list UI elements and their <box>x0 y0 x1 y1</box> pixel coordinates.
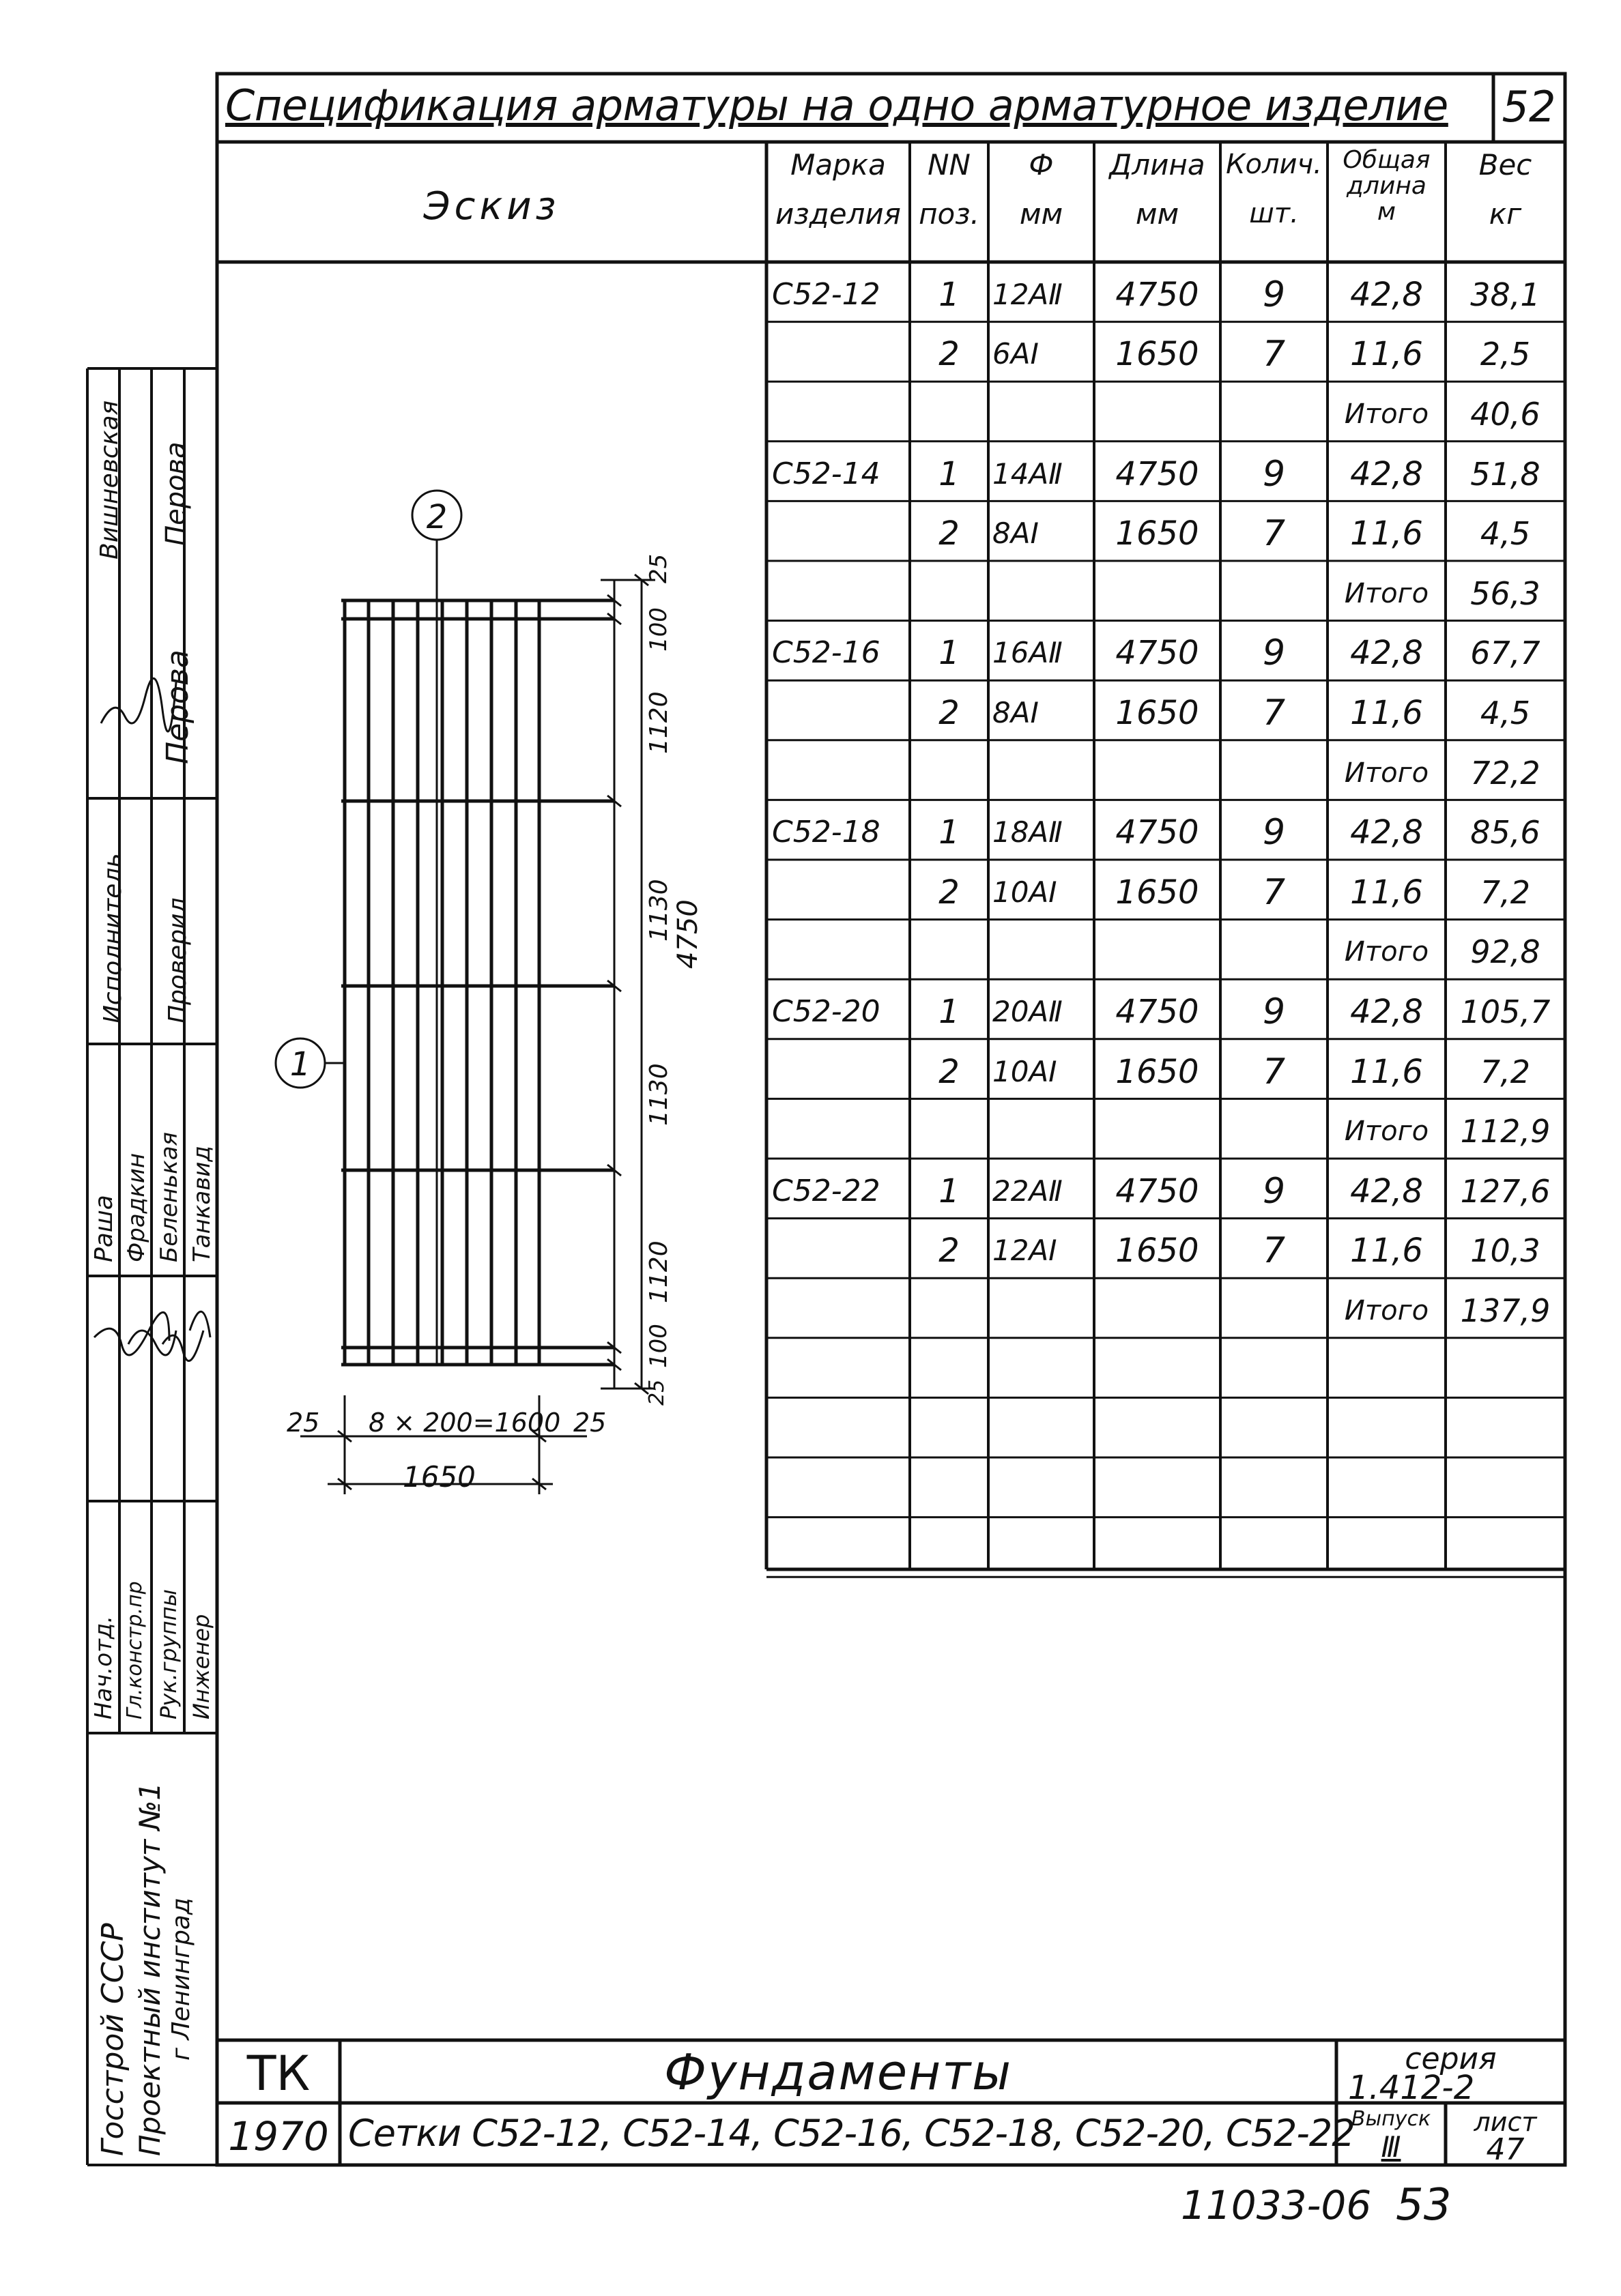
dim-inner-width: 8 × 200=1600 <box>369 1408 561 1438</box>
cell-pos: 2 <box>938 514 960 553</box>
dim-v-1130-a: 1130 <box>645 879 673 942</box>
cell-phi: 18АⅡ <box>992 815 1063 849</box>
cell-pos: 1 <box>938 275 960 314</box>
name-tankavid: Танкавид <box>188 1146 216 1262</box>
cell-total: 11,6 <box>1350 514 1423 553</box>
stamp-tk: ТК <box>246 2046 311 2102</box>
dim-right-offset: 25 <box>573 1408 607 1438</box>
cell-weight: 105,7 <box>1460 993 1551 1030</box>
cell-qty: 7 <box>1262 693 1286 733</box>
position-2-marker: 2 <box>426 498 448 536</box>
cell-qty: 9 <box>1262 812 1286 854</box>
role-chief: Гл.констр.пр <box>123 1581 147 1719</box>
sketch-title: Эскиз <box>423 184 560 229</box>
dim-v-100-top: 100 <box>645 607 672 652</box>
stamp-year: 1970 <box>228 2113 329 2160</box>
cell-total: 42,8 <box>1350 634 1423 673</box>
stamp-subtitle: Сетки С52-12, С52-14, С52-16, С52-18, С52-20, С52-22 <box>348 2112 1355 2155</box>
cell-weight: 7,2 <box>1480 1053 1531 1090</box>
cell-phi: 12АI <box>992 1234 1057 1268</box>
cell-qty: 9 <box>1262 991 1286 1032</box>
cell-weight: 72,2 <box>1470 754 1540 791</box>
issue-value: Ⅲ <box>1381 2130 1401 2164</box>
cell-phi: 22АⅡ <box>992 1174 1063 1208</box>
dim-total-height: 4750 <box>672 899 704 969</box>
dim-v-100-bottom: 100 <box>645 1324 672 1368</box>
role-group: Рук.группы <box>156 1589 182 1719</box>
cell-phi: 8АI <box>992 696 1039 729</box>
cell-total: 11,6 <box>1350 1232 1423 1270</box>
cell-weight: 67,7 <box>1470 635 1540 672</box>
archive-number: 11033-06 <box>1181 2182 1372 2228</box>
dim-v-top: 25 <box>645 553 672 583</box>
name-belenkaya: Беленькая <box>156 1132 183 1262</box>
cell-total: Итого <box>1344 757 1429 789</box>
col-header-total-length: Общая длина м <box>1343 146 1431 226</box>
cell-pos: 1 <box>938 993 960 1031</box>
cell-weight: 51,8 <box>1470 455 1540 493</box>
dim-v-bottom: 25 <box>645 1379 669 1406</box>
document-title: Спецификация арматуры на одно арматурное изделие <box>225 81 1448 130</box>
role-engineer: Инженер <box>188 1614 214 1719</box>
cell-weight: 112,9 <box>1460 1113 1551 1150</box>
cell-phi: 10АI <box>992 875 1057 909</box>
cell-qty: 9 <box>1262 453 1286 495</box>
cell-pos: 2 <box>938 1052 960 1091</box>
name-rasha: Раша <box>90 1195 118 1262</box>
cell-phi: 16АⅡ <box>992 636 1063 670</box>
org-name-2: Проектный институт №1 <box>133 1782 167 2156</box>
position-1-marker: 1 <box>289 1045 311 1084</box>
col-header-length: Длина мм <box>1109 148 1205 231</box>
cell-phi: 8АI <box>992 517 1039 551</box>
cell-weight: 2,5 <box>1480 336 1531 373</box>
page-number-top: 52 <box>1502 82 1556 132</box>
dim-v-1130-b: 1130 <box>645 1063 673 1126</box>
cell-len: 1650 <box>1115 514 1199 553</box>
cell-len: 4750 <box>1115 993 1199 1031</box>
cell-total: Итого <box>1344 936 1429 968</box>
cell-total: Итого <box>1344 1116 1429 1148</box>
sheet-value: 47 <box>1486 2132 1525 2167</box>
series-label: серия <box>1405 2041 1497 2076</box>
cell-len: 4750 <box>1115 813 1199 852</box>
cell-weight: 4,5 <box>1480 515 1531 553</box>
col-header-qty: Колич. шт. <box>1226 149 1322 229</box>
cell-weight: 40,6 <box>1470 396 1540 433</box>
cell-total: 11,6 <box>1350 1052 1423 1091</box>
cell-total: 42,8 <box>1350 813 1423 852</box>
cell-total: Итого <box>1344 1295 1429 1326</box>
cell-mark: С52-14 <box>772 456 880 491</box>
org-name-1: Госстрой СССР <box>96 1923 130 2156</box>
cell-pos: 2 <box>938 335 960 374</box>
cell-phi: 20АⅡ <box>992 995 1063 1028</box>
cell-total: 11,6 <box>1350 335 1423 374</box>
col-header-pos: NN поз. <box>919 148 979 231</box>
name-perova-2: Перова <box>160 650 195 764</box>
cell-weight: 137,9 <box>1460 1292 1551 1329</box>
cell-pos: 1 <box>938 454 960 493</box>
dim-v-1120-bottom: 1120 <box>645 1240 673 1303</box>
col-header-phi: Ф мм <box>1019 148 1063 231</box>
cell-qty: 9 <box>1262 274 1286 315</box>
issue-label: Выпуск <box>1351 2107 1431 2131</box>
cell-phi: 14АⅡ <box>992 456 1063 491</box>
role-head: Нач.отд. <box>90 1615 117 1719</box>
cell-phi: 6АI <box>992 337 1039 371</box>
cell-mark: С52-12 <box>772 276 880 312</box>
cell-total: Итого <box>1344 577 1429 609</box>
cell-len: 1650 <box>1115 335 1199 374</box>
cell-qty: 7 <box>1262 871 1286 913</box>
cell-pos: 2 <box>938 1232 960 1270</box>
cell-total: 11,6 <box>1350 873 1423 912</box>
role-executor: Исполнитель <box>99 853 127 1023</box>
col-header-weight: Вес кг <box>1478 148 1532 231</box>
cell-qty: 7 <box>1262 1051 1286 1092</box>
cell-qty: 7 <box>1262 1230 1286 1272</box>
cell-pos: 1 <box>938 813 960 852</box>
org-name-3: г Ленинград <box>167 1898 195 2061</box>
cell-weight: 4,5 <box>1480 695 1531 731</box>
cell-phi: 12АⅡ <box>992 277 1063 311</box>
mesh-sketch <box>259 478 751 1569</box>
sheet-label: лист <box>1474 2107 1537 2137</box>
cell-weight: 7,2 <box>1480 873 1531 911</box>
cell-total: Итого <box>1344 398 1429 430</box>
cell-len: 1650 <box>1115 873 1199 912</box>
cell-total: 42,8 <box>1350 993 1423 1031</box>
cell-len: 1650 <box>1115 1052 1199 1091</box>
cell-weight: 38,1 <box>1470 276 1540 313</box>
cell-weight: 92,8 <box>1470 933 1540 971</box>
cell-qty: 9 <box>1262 1170 1286 1212</box>
cell-pos: 1 <box>938 634 960 673</box>
dim-left-offset: 25 <box>287 1408 320 1438</box>
signatures <box>87 600 217 1726</box>
cell-qty: 7 <box>1262 334 1286 375</box>
cell-weight: 10,3 <box>1470 1232 1540 1270</box>
cell-weight: 127,6 <box>1460 1172 1551 1210</box>
cell-len: 4750 <box>1115 634 1199 673</box>
cell-mark: С52-22 <box>772 1173 880 1208</box>
cell-pos: 1 <box>938 1172 960 1210</box>
cell-mark: С52-18 <box>772 815 880 850</box>
role-checked: Проверил <box>164 897 192 1023</box>
cell-pos: 2 <box>938 873 960 912</box>
cell-weight: 85,6 <box>1470 814 1540 852</box>
cell-qty: 9 <box>1262 633 1286 674</box>
cell-len: 1650 <box>1115 1232 1199 1270</box>
stamp-main-title: Фундаменты <box>663 2044 1013 2101</box>
cell-len: 4750 <box>1115 1172 1199 1210</box>
name-perova-1: Перова <box>160 441 192 546</box>
col-header-mark: Марка изделия <box>775 148 901 231</box>
cell-qty: 7 <box>1262 513 1286 555</box>
footer-page-number: 53 <box>1396 2180 1452 2230</box>
cell-len: 4750 <box>1115 275 1199 314</box>
dim-v-1120-top: 1120 <box>645 691 673 754</box>
series-value: 1.412-2 <box>1348 2069 1475 2107</box>
cell-total: 42,8 <box>1350 275 1423 314</box>
cell-pos: 2 <box>938 694 960 732</box>
cell-phi: 10АI <box>992 1054 1057 1088</box>
dim-total-width: 1650 <box>403 1460 476 1494</box>
cell-total: 11,6 <box>1350 694 1423 732</box>
cell-mark: С52-16 <box>772 635 880 671</box>
name-fradkin: Фрадкин <box>123 1152 150 1262</box>
cell-weight: 56,3 <box>1470 575 1540 612</box>
cell-mark: С52-20 <box>772 994 880 1029</box>
cell-total: 42,8 <box>1350 1172 1423 1210</box>
name-vishnevskaya: Вишневская <box>96 400 124 560</box>
cell-total: 42,8 <box>1350 454 1423 493</box>
cell-len: 1650 <box>1115 694 1199 732</box>
cell-len: 4750 <box>1115 454 1199 493</box>
